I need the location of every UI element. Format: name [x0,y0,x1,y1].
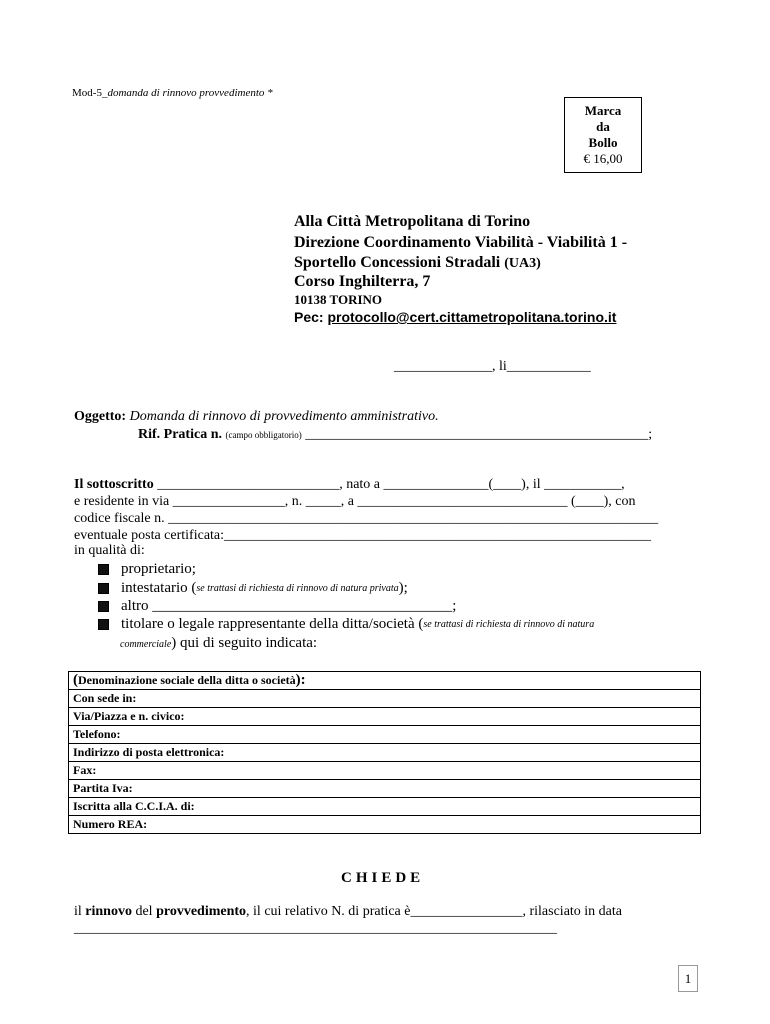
table-row [69,726,701,744]
option-holder[interactable]: intestatario ( se trattasi di richiesta di rinnovo di natura privata ); [98,580,408,597]
company-rea-field[interactable]: Numero REA: [69,816,701,834]
option-legal-representative-cont: commerciale) qui di seguito indicata: [120,635,318,651]
table-row [69,690,701,708]
table-row [69,708,701,726]
company-chamber-field[interactable]: Iscritta alla C.C.I.A. di: [69,798,701,816]
revenue-stamp-box [564,97,642,173]
table-row [69,744,701,762]
checkbox-icon[interactable] [98,601,109,612]
stamp-amount: € 16,00 [583,151,623,166]
recipient-pec: Pec: protocollo@cert.cittametropolitana.torino.it [294,309,617,325]
company-seat-field[interactable]: Con sede in: [69,690,701,708]
recipient-line-5: 10138 TORINO [294,292,383,307]
certified-email-line[interactable]: eventuale posta certificata:_____________________________________________________________ [74,528,652,543]
table-row [69,780,701,798]
recipient-line-1: Alla Città Metropolitana di Torino [294,213,531,230]
option-owner[interactable]: proprietario; [98,561,196,578]
form-code: Mod-5_domanda di rinnovo provvedimento * [72,87,273,99]
issue-date-line[interactable]: _____________________________________________________________________ [74,921,557,936]
request-heading: CHIEDE [341,870,425,886]
company-vat-field[interactable]: Partita Iva: [69,780,701,798]
page-number: 1 [678,965,698,992]
checkbox-icon[interactable] [98,564,109,575]
company-name-field[interactable]: (Denominazione sociale della ditta o società): [69,672,701,690]
renewal-request-line[interactable]: il rinnovo del provvedimento, il cui relativo N. di pratica è________________, rilasciato in data [74,904,623,919]
table-row [69,816,701,834]
practice-reference-field[interactable]: Rif. Pratica n. (campo obbligatorio) _________________________________________________; [138,427,653,442]
company-details-table [68,671,701,834]
recipient-line-4: Corso Inghilterra, 7 [294,273,431,290]
stamp-line-1: Marca [584,103,622,118]
capacity-label: in qualità di: [74,543,145,558]
date-place-field[interactable]: ______________, li____________ [394,359,591,374]
table-row [69,762,701,780]
checkbox-icon[interactable] [98,583,109,594]
tax-code-line[interactable]: codice fiscale n. ______________________________________________________________________ [74,511,659,526]
declarant-residence-line[interactable]: e residente in via ________________, n. _____, a ______________________________ (____), con [74,494,636,509]
stamp-line-3: Bollo [588,135,618,150]
company-phone-field[interactable]: Telefono: [69,726,701,744]
option-legal-representative[interactable]: titolare o legale rappresentante della ditta/società ( se trattasi di richiesta di rinnovo di natura [98,616,698,633]
recipient-line-2: Direzione Coordinamento Viabilità - Viabilità 1 - [294,234,628,251]
subject-line: Oggetto: Domanda di rinnovo di provvedimento amministrativo. [74,409,439,424]
pec-address-link[interactable]: protocollo@cert.cittametropolitana.torino.it [327,309,617,325]
company-email-field[interactable]: Indirizzo di posta elettronica: [69,744,701,762]
option-other[interactable]: altro ________________________________________; [98,598,456,615]
recipient-line-3: Sportello Concessioni Stradali (UA3) [294,254,541,271]
declarant-name-line[interactable]: Il sottoscritto __________________________, nato a _______________(____), il ___________, [74,477,625,492]
table-row [69,798,701,816]
company-fax-field[interactable]: Fax: [69,762,701,780]
stamp-line-2: da [596,119,610,134]
company-address-field[interactable]: Via/Piazza e n. civico: [69,708,701,726]
checkbox-icon[interactable] [98,619,109,630]
table-row [69,672,701,690]
